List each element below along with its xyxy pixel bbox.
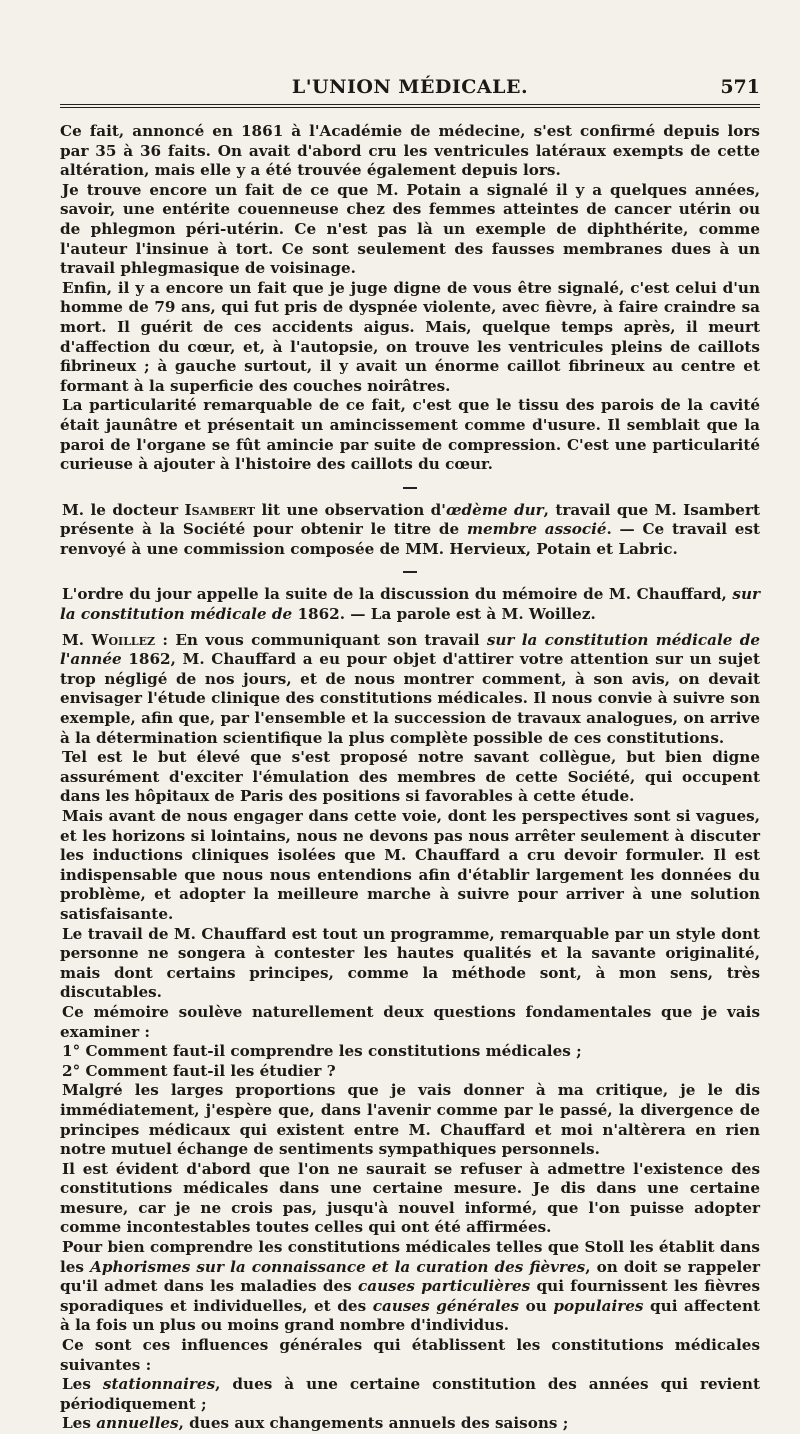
article-body [60, 122, 760, 1434]
text-run: L'ordre du jour appelle la suite de la discussion du mémoire de M. Chauffard, [62, 585, 733, 604]
paragraph: Enfin, il y a encore un fait que je juge digne de vous être signalé, c'est celui d'un homme de 79 ans, qui fut pris de dyspnée violente, avec fièvre, à faire craindre sa mort. Il guérit de ces accidents aigus. Mais, quelque temps après, il meurt d'affection du cœur, et, à l'autopsie, on trouve les ventricules pleins de caillots fibrineux ; à gauche surtout, il y avait un énorme caillot fibrineux au centre et formant à la superficie des couches noirâtres. [60, 278, 760, 395]
italic-text: membre associé [466, 520, 607, 539]
speaker-name: Isambert [184, 500, 256, 519]
text-run: Pour bien comprendre les constitutions médicales telles que Stoll les établit dans les [60, 1238, 760, 1276]
italic-text: sur la constitution médicale de [60, 585, 760, 624]
text-run: ou [519, 1296, 554, 1315]
italic-text: Aphorismes sur la connaissance et la curation des fièvres [90, 1257, 586, 1276]
page-number: 571 [720, 76, 760, 98]
paragraph [60, 585, 760, 624]
text-run: , dues aux changements annuels des saisons ; [178, 1414, 569, 1433]
italic-text: stationnaires [102, 1375, 216, 1394]
text-run: , travail que M. Isambert présente à la Société pour obtenir le titre de [60, 500, 760, 539]
paragraph [60, 501, 760, 560]
text-run: M. le docteur [62, 500, 185, 519]
text-run: , dues à une certaine constitution des années qui revient périodiquement ; [60, 1375, 760, 1413]
italic-text: causes générales [372, 1296, 520, 1315]
text-run: , on doit se rappeler qu'il admet dans les maladies des [60, 1257, 760, 1296]
text-run: . — Ce travail est renvoyé à une commission composée de MM. Hervieux, Potain et Labric. [60, 520, 760, 558]
paragraph: Le travail de M. Chauffard est tout un programme, remarquable par un style dont personne ne songera à contester les hautes qualités et la savante originalité, mais dont certains principes, comme la méthode sont, à mon sens, très discutables. [60, 924, 760, 1002]
paragraph: La particularité remarquable de ce fait, c'est que le tissu des parois de la cavité était jaunâtre et présentait un amincissement comme d'usure. Il semblait que la paroi de l'organe se fût amincie par suite de compression. C'est une particularité curieuse à ajouter à l'histoire des caillots du cœur. [60, 396, 760, 474]
text-run: 1862. — La parole est à M. Woillez. [292, 605, 596, 624]
header-rule [60, 104, 760, 108]
text-run: qui affectent à la fois un plus ou moins grand nombre d'individus. [60, 1296, 761, 1335]
italic-text: populaires [553, 1296, 644, 1315]
paragraph: 1° Comment faut-il comprendre les constitutions médicales ; [62, 1042, 582, 1061]
text-run: Les [62, 1414, 97, 1433]
page-header [60, 76, 760, 106]
italic-text: annuelles [96, 1414, 179, 1433]
speaker-name: M. Woillez [62, 630, 156, 649]
paragraph: Tel est le but élevé que s'est proposé notre savant collègue, but bien digne assurément d'exciter l'émulation des membres de cette Société, qui occupent dans les hôpitaux de Paris des positions si favorables à cette étude. [60, 748, 760, 806]
paragraph: 2° Comment faut-il les étudier ? [62, 1061, 336, 1080]
paragraph [60, 1414, 760, 1434]
paragraph: Ce mémoire soulève naturellement deux questions fondamentales que je vais examiner : [60, 1002, 760, 1041]
section-separator [403, 487, 417, 489]
text-run: 1862, M. Chauffard a eu pour objet d'attirer votre attention sur un sujet trop négligé de nos jours, et de nous montrer comment, à son avis, on devait envisager l'étude clinique des constitutions médicales. Il nous convie à suivre son exemple, afin que, par l'ensemble et la succession de travaux analogues, on arrive à la détermination scientifique la plus complète possible de ces constitutions. [60, 650, 760, 747]
paragraph: Mais avant de nous engager dans cette voie, dont les perspectives sont si vagues, et les horizons si lointains, nous ne devons pas nous arrêter seulement à discuter les inductions cliniques isolées que M. Chauffard a cru devoir formuler. Il est indispensable que nous nous entendions afin d'établir largement les données du problème, et adopter la meilleure marche à suivre pour arriver à une solution satisfaisante. [60, 807, 760, 923]
text-run: lit une observation d' [255, 500, 446, 519]
text-run: : En vous communiquant son travail [155, 630, 487, 649]
section-separator [403, 571, 417, 573]
paragraph: Ce fait, annoncé en 1861 à l'Académie de médecine, s'est confirmé depuis lors par 35 à 36 faits. On avait d'abord cru les ventricules latéraux exempts de cette altération, mais elle y a été trouvée également depuis lors. [60, 122, 760, 180]
paragraph [60, 1238, 760, 1336]
paragraph: Ce sont ces influences générales qui établissent les constitutions médicales suivantes : [60, 1336, 760, 1374]
paragraph: Malgré les larges proportions que je vais donner à ma critique, je le dis immédiatement, j'espère que, dans l'avenir comme par le passé, la divergence de principes médicaux qui existent entre M. Chauffard et moi n'altèrera en rien notre mutuel échange de sentiments sympathiques personnels. [60, 1081, 760, 1159]
paragraph: Je trouve encore un fait de ce que M. Potain a signalé il y a quelques années, savoir, une entérite couenneuse chez des femmes atteintes de cancer utérin ou de phlegmon péri-utérin. Ce n'est pas là un exemple de diphthérite, comme l'auteur l'insinue à tort. Ce sont seulement des fausses membranes dues à un travail phlegmasique de voisinage. [60, 180, 760, 278]
italic-text: sur la constitution médicale de l'année [60, 630, 760, 669]
paragraph [60, 1375, 760, 1414]
italic-text: causes particulières [358, 1277, 531, 1296]
paragraph [60, 631, 760, 749]
text-run: Les [62, 1375, 103, 1394]
paragraph: Il est évident d'abord que l'on ne saurait se refuser à admettre l'existence des constitutions médicales dans une certaine mesure. Je dis dans une certaine mesure, car je ne crois pas, jusqu'à nouvel informé, que l'on puisse adopter comme incontestables toutes celles qui ont été affirmées. [60, 1159, 760, 1237]
italic-text: œdème dur [445, 500, 544, 519]
running-head: L'UNION MÉDICALE. [291, 76, 529, 98]
text-run: qui fournissent les fièvres sporadiques et individuelles, et des [60, 1277, 761, 1315]
